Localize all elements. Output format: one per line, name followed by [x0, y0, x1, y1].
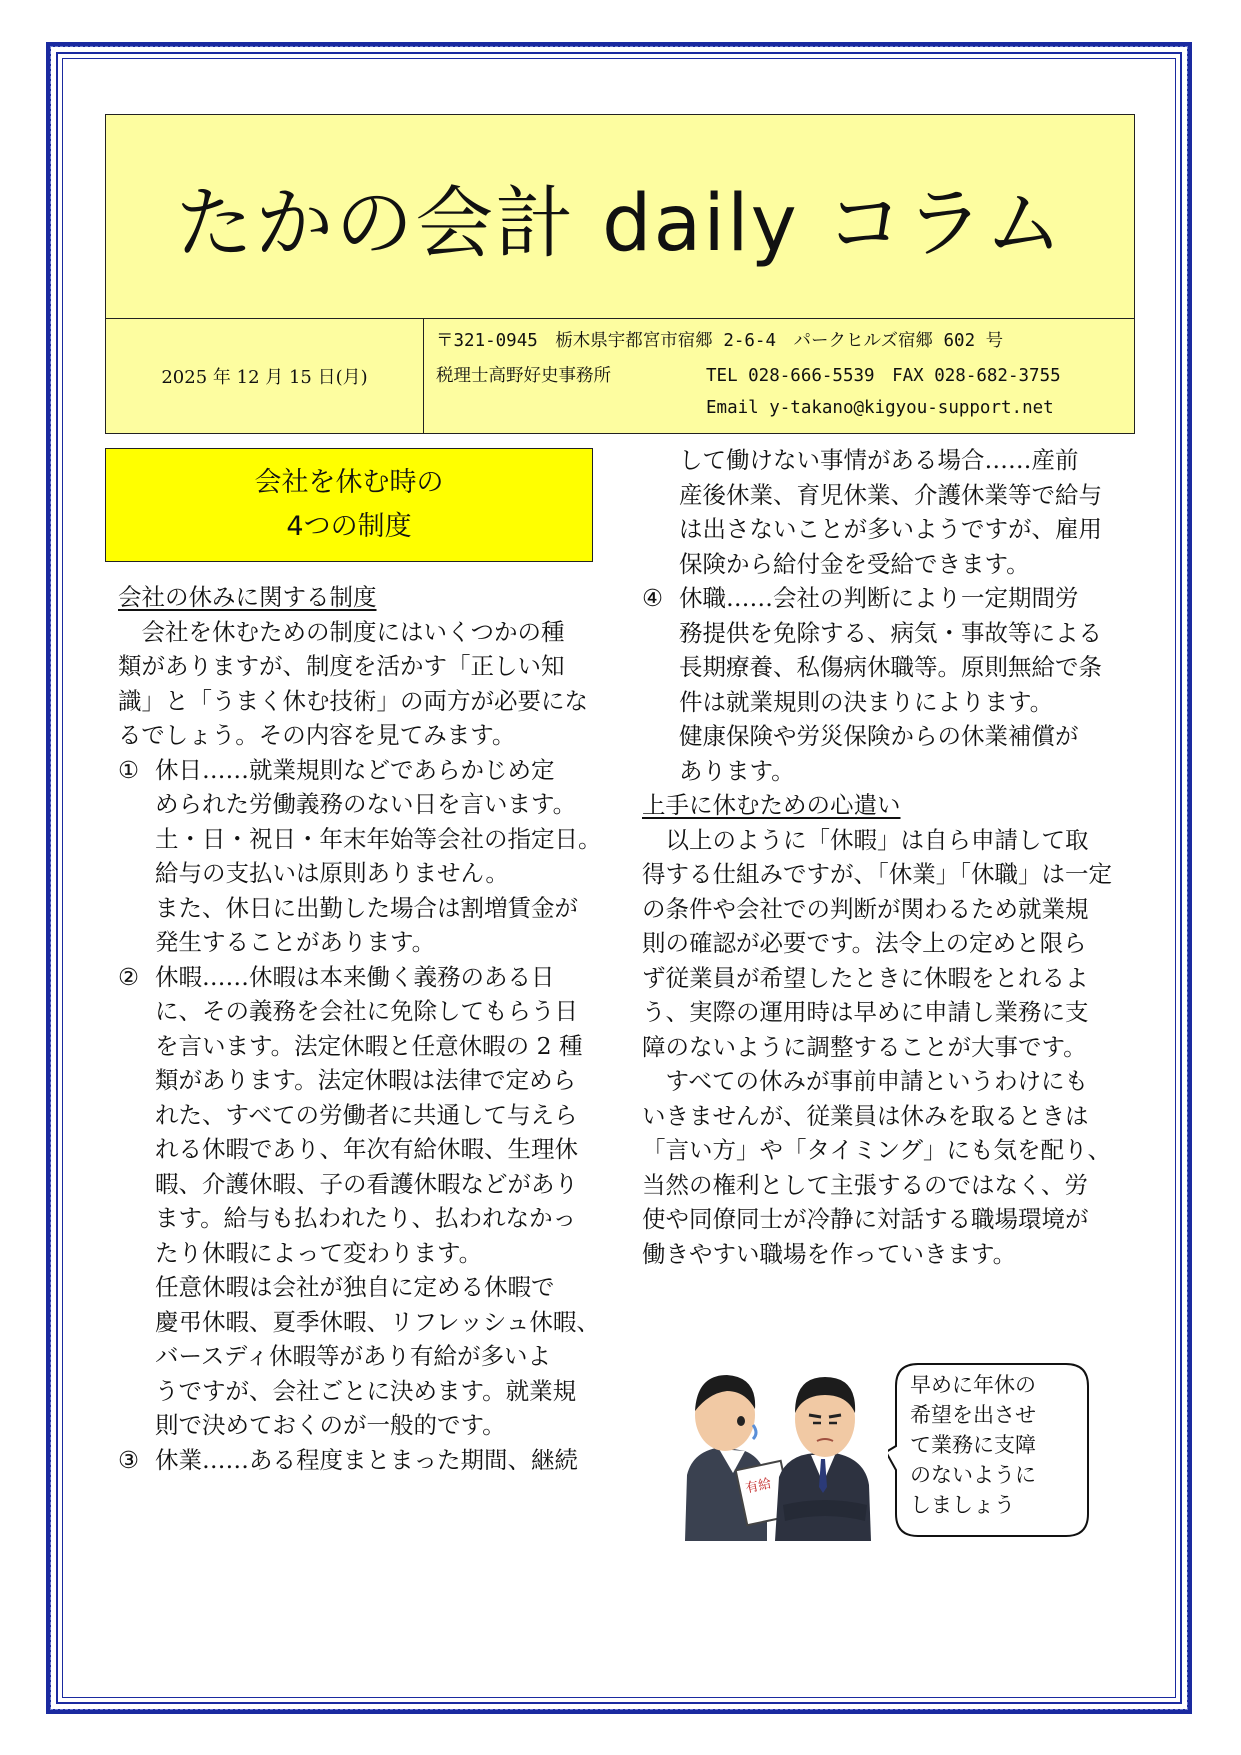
list-item-continuation: は出さないことが多いようですが、雇用: [679, 515, 1102, 543]
body-text-line: 識」と「うまく休む技術」の両方が必要にな: [118, 686, 588, 715]
list-item-continuation: 類があります。法定休暇は法律で定めら: [155, 1066, 577, 1094]
list-item-text: 休暇……休暇は本来働く義務のある日: [155, 962, 555, 991]
list-item-continuation: に、その義務を会社に免除してもらう日: [155, 997, 578, 1025]
list-item: [642, 581, 1112, 616]
list-item-continuation: 任意休暇は会社が独自に定める休暇で: [155, 1273, 555, 1301]
section-heading: 上手に休むための心遣い: [642, 791, 901, 819]
list-item-text: 休職……会社の判断により一定期間労: [679, 584, 1079, 612]
issue-date: 2025 年 12 月 15 日(月): [161, 367, 368, 388]
body-text-line: 働きやすい職場を作っていきます。: [642, 1239, 1017, 1268]
list-item-continuation: バースディ休暇等があり有給が多いよ: [155, 1342, 551, 1370]
list-item-continuation: 暇、介護休暇、子の看護休暇などがあり: [155, 1169, 578, 1198]
body-text-line: 類がありますが、制度を活かす「正しい知: [118, 652, 565, 680]
speech-bubble-line: 希望を出させ: [910, 1403, 1036, 1427]
list-item-continuation: して働けない事情がある場合……産前: [679, 446, 1079, 474]
list-item-continuation: 則で決めておくのが一般的です。: [155, 1411, 506, 1439]
speech-bubble-line: しましょう: [910, 1493, 1015, 1517]
list-item-continuation: 土・日・祝日・年末年始等会社の指定日。: [155, 824, 602, 853]
list-item-continuation: また、休日に出勤した場合は割増賃金が: [155, 893, 578, 922]
topic-title-box: [105, 448, 593, 562]
list-item-number: ②: [118, 962, 140, 991]
list-item-continuation: れた、すべての労働者に共通して与えら: [155, 1100, 578, 1129]
list-item: [118, 960, 602, 995]
body-text-line: すべての休みが事前申請というわけにも: [642, 1067, 1089, 1095]
list-item-continuation: を言います。法定休暇と任意休暇の 2 種: [155, 1031, 583, 1060]
speech-bubble-text: [910, 1370, 1036, 1520]
list-item-number: ①: [118, 755, 140, 784]
body-text-line: 「言い方」や「タイミング」にも気を配り、: [642, 1136, 1112, 1164]
body-text-line: 障のないように調整することが大事です。: [642, 1032, 1087, 1061]
body-text-line: 以上のように「休暇」は自ら申請して取: [642, 825, 1089, 854]
office-name: 税理士高野好史事務所: [436, 366, 611, 386]
body-text-line: 使や同僚同士が冷静に対話する職場環境が: [642, 1205, 1089, 1233]
list-item-continuation: 保険から給付金を受給できます。: [679, 549, 1030, 578]
office-workers-illustration: [675, 1355, 875, 1541]
body-text-line: るでしょう。その内容を見てみます。: [118, 721, 516, 749]
list-item-continuation: められた労働義務のない日を言います。: [155, 790, 577, 818]
speech-bubble-line: のないように: [910, 1463, 1036, 1487]
svg-text:有給: 有給: [744, 1476, 773, 1497]
section-heading: 会社の休みに関する制度: [118, 583, 377, 611]
office-email: Email y-takano@kigyou-support.net: [706, 398, 1054, 418]
speech-bubble-line: 早めに年休の: [910, 1373, 1036, 1397]
body-text-line: いきませんが、従業員は休みを取るときは: [642, 1101, 1089, 1130]
list-item: [118, 1443, 602, 1478]
list-item-continuation: 件は就業規則の決まりによります。: [679, 687, 1054, 716]
list-item-continuation: 長期療養、私傷病休職等。原則無給で条: [679, 653, 1102, 681]
list-item-continuation: 務提供を免除する、病気・事故等による: [679, 618, 1102, 647]
body-text-line: の条件や会社での判断が関わるため就業規: [642, 894, 1089, 923]
topic-title-line-1: 会社を休む時の: [254, 467, 444, 498]
masthead-title-band: [106, 115, 1134, 319]
list-item-continuation: 健康保険や労災保険からの休業補償が: [679, 722, 1079, 750]
list-item-continuation: れる休暇であり、年次有給休暇、生理休: [155, 1135, 578, 1163]
contact-info-cell: [424, 319, 1134, 433]
office-address: 〒321-0945 栃木県宇都宮市宿郷 2-6-4 パークヒルズ宿郷 602 号: [436, 331, 1004, 351]
list-item-number: ④: [642, 584, 664, 612]
newsletter-title: たかの会計 daily コラム: [175, 178, 1065, 269]
list-item-continuation: あります。: [679, 756, 795, 785]
list-item-number: ③: [118, 1445, 140, 1474]
list-item-text: 休業……ある程度まとまった期間、継続: [155, 1445, 578, 1474]
topic-title-line-2: 4つの制度: [286, 511, 412, 542]
masthead: [105, 114, 1135, 434]
list-item-continuation: 発生することがあります。: [155, 928, 436, 956]
body-text-line: 当然の権利として主張するのではなく、労: [642, 1170, 1089, 1199]
list-item-continuation: うですが、会社ごとに決めます。就業規: [155, 1376, 577, 1405]
body-text-line: う、実際の運用時は早めに申請し業務に支: [642, 998, 1089, 1026]
list-item-continuation: 産後休業、育児休業、介護休業等で給与: [679, 480, 1102, 509]
list-item-continuation: ます。給与も払われたり、払われなかっ: [155, 1204, 577, 1232]
list-item: [118, 753, 602, 788]
article-left-column: [118, 580, 602, 1477]
body-text-line: 則の確認が必要です。法令上の定めと限ら: [642, 929, 1087, 957]
list-item-continuation: 給与の支払いは原則ありません。: [155, 859, 509, 887]
list-item-text: 休日……就業規則などであらかじめ定: [155, 755, 555, 784]
article-right-column: [642, 443, 1112, 1271]
list-item-continuation: 慶弔休暇、夏季休暇、リフレッシュ休暇、: [155, 1307, 600, 1336]
issue-date-cell: [106, 319, 424, 433]
speech-bubble-line: て業務に支障: [910, 1433, 1036, 1457]
body-text-line: 会社を休むための制度にはいくつかの種: [118, 617, 565, 646]
body-text-line: 得する仕組みですが、「休業」「休職」は一定: [642, 860, 1112, 888]
list-item-continuation: たり休暇によって変わります。: [155, 1238, 483, 1267]
office-tel-fax: TEL 028-666-5539 FAX 028-682-3755: [706, 366, 1061, 386]
body-text-line: ず従業員が希望したときに休暇をとれるよ: [642, 963, 1089, 992]
worker-right-figure: [775, 1377, 871, 1541]
